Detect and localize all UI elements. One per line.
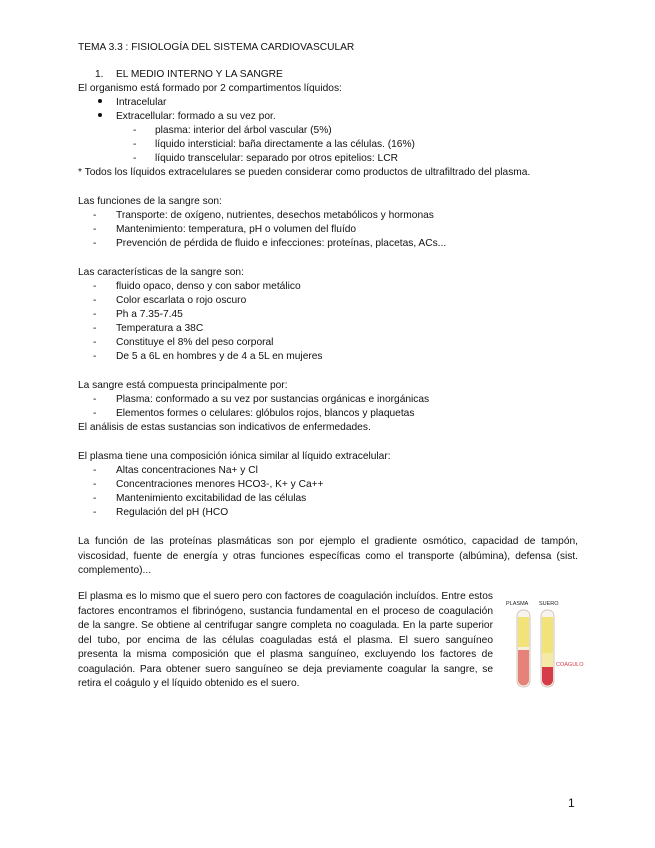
bullet-dot: [98, 113, 102, 117]
section-heading: EL MEDIO INTERNO Y LA SANGRE: [116, 69, 283, 80]
label-plasma: PLASMA: [506, 601, 529, 607]
dash-marker: -: [133, 139, 137, 150]
dash-marker: -: [93, 465, 97, 476]
list-item: Altas concentraciones Na+ y Cl: [116, 465, 258, 476]
dash-marker: -: [93, 224, 97, 235]
dash-marker: -: [93, 408, 97, 419]
dash-marker: -: [93, 238, 97, 249]
dash-marker: -: [93, 507, 97, 518]
serum-lower-layer: [542, 653, 553, 667]
cells-layer: [518, 650, 529, 686]
clot-layer: [542, 667, 553, 685]
dash-marker: -: [93, 351, 97, 362]
note-text: * Todos los líquidos extracelulares se pueden considerar como productos de ultrafiltrado del plasma.: [78, 167, 531, 178]
dash-marker: -: [133, 125, 137, 136]
functions-heading: Las funciones de la sangre son:: [78, 196, 222, 207]
list-item: Elementos formes o celulares: glóbulos rojos, blancos y plaquetas: [116, 408, 415, 419]
sub-bullet-item: líquido transcelular: separado por otros epitelios: LCR: [155, 153, 398, 164]
sub-bullet-item: líquido intersticial: baña directamente a las células. (16%): [155, 139, 415, 150]
list-item: Mantenimiento excitabilidad de las células: [116, 493, 307, 504]
list-item: Color escarlata o rojo oscuro: [116, 295, 247, 306]
list-item: Ph a 7.35-7.45: [116, 309, 183, 320]
characteristics-heading: Las características de la sangre son:: [78, 267, 244, 278]
dash-marker: -: [93, 394, 97, 405]
composition-heading: La sangre está compuesta principalmente por:: [78, 380, 288, 391]
composition-note: El análisis de estas sustancias son indicativos de enfermedades.: [78, 422, 371, 433]
dash-marker: -: [93, 295, 97, 306]
list-item: Concentraciones menores HCO3-, K+ y Ca++: [116, 479, 324, 490]
label-suero: SUERO: [539, 601, 559, 607]
plasma-paragraph: El plasma es lo mismo que el suero pero con factores de coagulación incluídos. Entre estos factores encontramos el fibrinógeno, sustancia fundamental en el proceso de coagulación de la sangre. Se obtiene al centrifugar sangre completa no coagulada. En la parte superior del tubo, por encima de las células coaguladas está el plasma. El suero sanguíneo presenta la misma composición que el plasma sanguíneo, excluyendo los factores de coagulación. Para obtener suero sanguíneo se deja previamente coagular la sangre, se retira el coágulo y el líquido obtenido es el suero.: [78, 591, 493, 689]
buffy-coat-layer: [518, 647, 529, 650]
list-item: De 5 a 6L en hombres y de 4 a 5L en mujeres: [116, 351, 323, 362]
proteins-paragraph: La función de las proteínas plasmáticas son por ejemplo el gradiente osmótico, capacidad de tampón, viscosidad, fuente de energía y otras funciones específicas como el transporte (albúmina), defensa (sist. complemento)...: [78, 536, 578, 576]
page-number: 1: [568, 796, 575, 810]
dash-marker: -: [133, 153, 137, 164]
section-intro: El organismo está formado por 2 compartimentos líquidos:: [78, 83, 342, 94]
list-item: Constituye el 8% del peso corporal: [116, 337, 274, 348]
list-item: Temperatura a 38C: [116, 323, 204, 334]
bullet-dot: [98, 99, 102, 103]
list-item: Transporte: de oxígeno, nutrientes, desechos metabólicos y hormonas: [116, 210, 434, 221]
bullet-item: Extracellular: formado a su vez por.: [116, 111, 276, 122]
plasma-ionic-heading: El plasma tiene una composición iónica similar al líquido extracelular:: [78, 451, 391, 462]
list-item: Plasma: conformado a su vez por sustancias orgánicas e inorgánicas: [116, 394, 430, 405]
section-number: 1.: [95, 69, 104, 80]
sub-bullet-item: plasma: interior del árbol vascular (5%): [155, 125, 332, 136]
list-item: Mantenimiento: temperatura, pH o volumen del fluído: [116, 224, 357, 235]
serum-layer: [542, 617, 553, 653]
plasma-layer: [518, 617, 529, 647]
dash-marker: -: [93, 210, 97, 221]
label-coagulo: COÁGULO: [556, 662, 584, 668]
dash-marker: -: [93, 479, 97, 490]
dash-marker: -: [93, 337, 97, 348]
dash-marker: -: [93, 323, 97, 334]
list-item: Regulación del pH (HCO: [116, 507, 229, 518]
dash-marker: -: [93, 309, 97, 320]
list-item: fluido opaco, denso y con sabor metálico: [116, 281, 301, 292]
dash-marker: -: [93, 493, 97, 504]
list-item: Prevención de pérdida de fluido e infecciones: proteínas, placetas, ACs...: [116, 238, 447, 249]
bullet-item: Intracelular: [116, 97, 167, 108]
page-title: TEMA 3.3 : FISIOLOGÍA DEL SISTEMA CARDIOVASCULAR: [78, 42, 355, 53]
plasma-serum-tubes-figure: [503, 597, 595, 692]
dash-marker: -: [93, 281, 97, 292]
